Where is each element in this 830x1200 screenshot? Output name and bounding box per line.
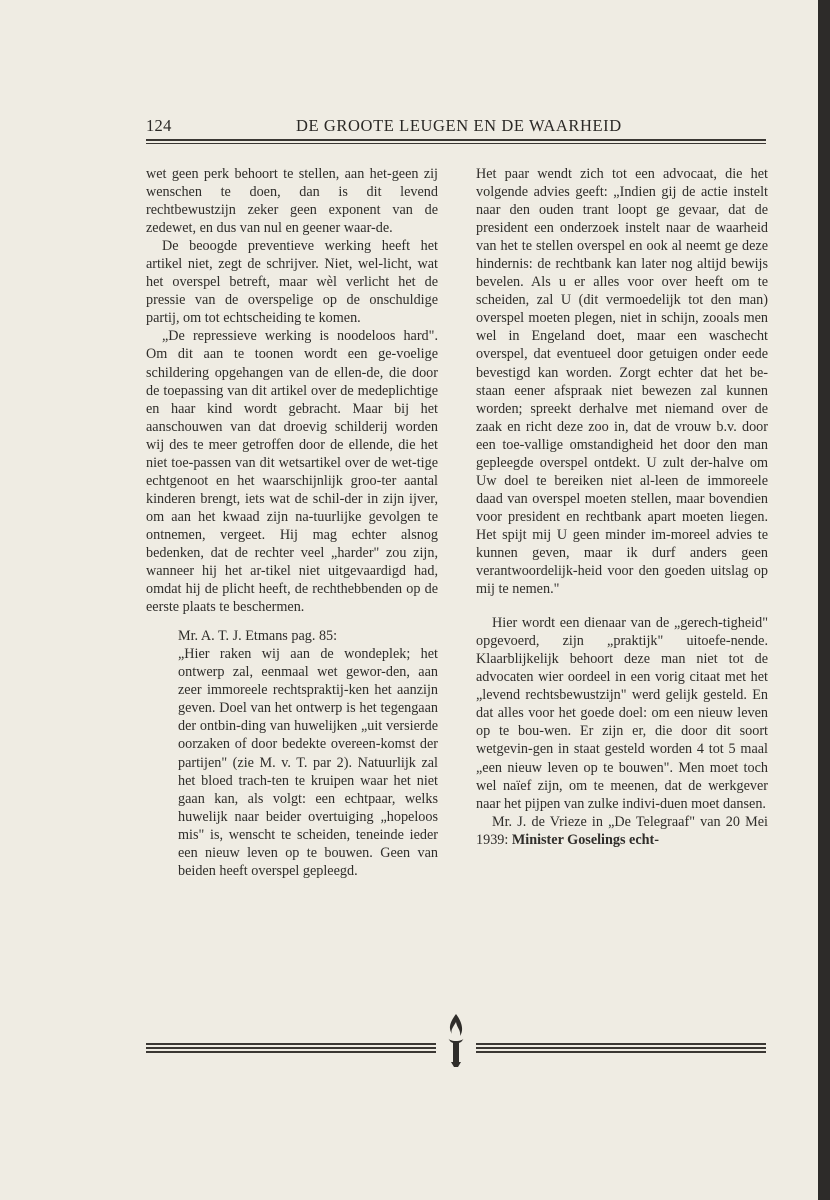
quote-block bbox=[178, 627, 438, 880]
running-title: DE GROOTE LEUGEN EN DE WAARHEID bbox=[296, 116, 622, 135]
right-paragraph-2: Hier wordt een dienaar van de „gerech-tigheid" opgevoerd, zijn „praktijk" uitoefe-nende. Klaarblijkelijk behoort deze man niet tot de advocaten wier oordeel in een vorig citaat met het „levend rechtsbewustzijn" werd gelijk gesteld. En dat alles voor het goede doel: om een nieuw leven op te bou-wen. Er zijn er, die door dit soort wetgevin-gen in staat gesteld worden 4 tot 5 maal „een nieuw leven op te bouwen". Men moet toch wel naïef zijn, om te meenen, dat de werkgever naar het pijpen van zulke indivi-duen moet dansen. bbox=[476, 615, 768, 812]
left-paragraph-2: De beoogde preventieve werking heeft het artikel niet, zegt de schrijver. Niet, wel-licht, wat het overspel betreft, maar wèl verlicht het de pressie van de overspelige op de onschuldige partij, om tot echtscheiding te komen. bbox=[146, 238, 438, 327]
torch-ornament-icon bbox=[436, 1010, 476, 1070]
citation-text: Mr. J. de Vrieze in „De Telegraaf" van 20 Mei 1939: bbox=[476, 813, 768, 848]
spacer bbox=[476, 598, 768, 614]
left-column bbox=[146, 165, 438, 880]
right-column bbox=[476, 165, 768, 849]
left-paragraph-1: wet geen perk behoort te stellen, aan het-geen zij wenschen te doen, dan is dit levend rechtbewustzijn zeker geen exponent van de zedewet, en dus van nul en geener waar-de. bbox=[146, 166, 438, 237]
scan-edge bbox=[818, 0, 830, 1200]
header-rule-bottom bbox=[146, 143, 766, 144]
page-header bbox=[146, 116, 766, 138]
right-paragraph-3 bbox=[476, 813, 768, 849]
quote-body: „Hier raken wij aan de wondeplek; het ontwerp zal, eenmaal wet gewor-den, aan zeer immoreele rechtspraktij-ken het aanzijn geven. Doel van het ontwerp is het tegengaan der ontbin-ding van huwelijken „uit versierde oorzaken of door bedekte overeen-komst der partijen" (zie M. v. T. par 2). Natuurlijk zal het bloed trach-ten te kruipen waar het niet gaan kan, als volgt: een echtpaar, welks huwelijk naar beider overtuiging „hopeloos mis" is, wenscht te scheiden, teneinde ieder een nieuw leven op te bouwen. Geen van beiden heeft overspel gepleegd. bbox=[178, 646, 438, 879]
right-paragraph-1: Het paar wendt zich tot een advocaat, die het volgende advies geeft: „Indien gij de actie instelt naar den ouden trant loopt ge gevaar, dat de president een onderzoek instelt naar de waarheid van het te stellen overspel en ook al neemt ge deze hindernis: de rechtbank kan later nog altijd bewijs bevelen. Als u er alles voor over heeft om te scheiden, zal U (dit vermoedelijk tot den man) overspel moeten plegen, niet in schijn, zooals men wel in Engeland doet, maar een waschecht overspel, dat eventueel door getuigen onder eede bevestigd kan worden. Zorgt echter dat het be-staan eener afspraak niet bewezen zal kunnen worden; spreekt derhalve met niemand over de zaak en richt deze zoo in, dat de vrouw b.v. door een toe-vallige omstandigheid het door den man gepleegde overspel ontdekt. U zult der-halve om Uw doel te bereiken niet al-leen de immoreele daad van overspel moeten stellen, maar bovendien voor president en rechtbank apart moeten liegen. Het spijt mij U geen minder im-moreel advies te kunnen geven, maar ik durf anders geen verantwoordelijk-heid voor den goeden uitslag op mij te nemen." bbox=[476, 166, 768, 598]
left-paragraph-3: „De repressieve werking is noodeloos hard". Om dit aan te toonen wordt een ge-voelige schildering opgehangen van de ellen-de, die door de toepassing van dit artikel over de medeplichtige en haar kind wordt gebracht. Maar bij het aanschouwen van dat droevig schilderij worden wij des te meer getroffen door de ellende, die het niet toe-passen van dit wetsartikel over de wet-tige echtgenoot en het waarschijnlijk groo-ter aantal kinderen brengt, iets wat de schil-der in zijn ijver, om aan het kwaad zijn na-tuurlijke gevolgen te ontnemen, vergeet. Hij mag echter alsnog bedenken, dat de rechter veel „harder" zou zijn, wanneer hij het ar-tikel niet uitgevaardigd had, omdat hij de plicht heeft, de rechthebbenden op de eerste plaats te beschermen. bbox=[146, 328, 438, 616]
footer-ornament bbox=[146, 1010, 766, 1070]
page-number: 124 bbox=[146, 116, 172, 135]
footer-rule-left-2 bbox=[146, 1047, 436, 1049]
footer-rule-right-3 bbox=[476, 1051, 766, 1053]
quote-intro: Mr. A. T. J. Etmans pag. 85: bbox=[178, 628, 338, 645]
citation-bold: Minister Goselings echt- bbox=[511, 831, 659, 848]
footer-rule-left-1 bbox=[146, 1043, 436, 1045]
footer-rule-right-2 bbox=[476, 1047, 766, 1049]
header-rule-top bbox=[146, 139, 766, 141]
footer-rule-left-3 bbox=[146, 1051, 436, 1053]
spacer bbox=[146, 616, 438, 627]
footer-rule-right-1 bbox=[476, 1043, 766, 1045]
